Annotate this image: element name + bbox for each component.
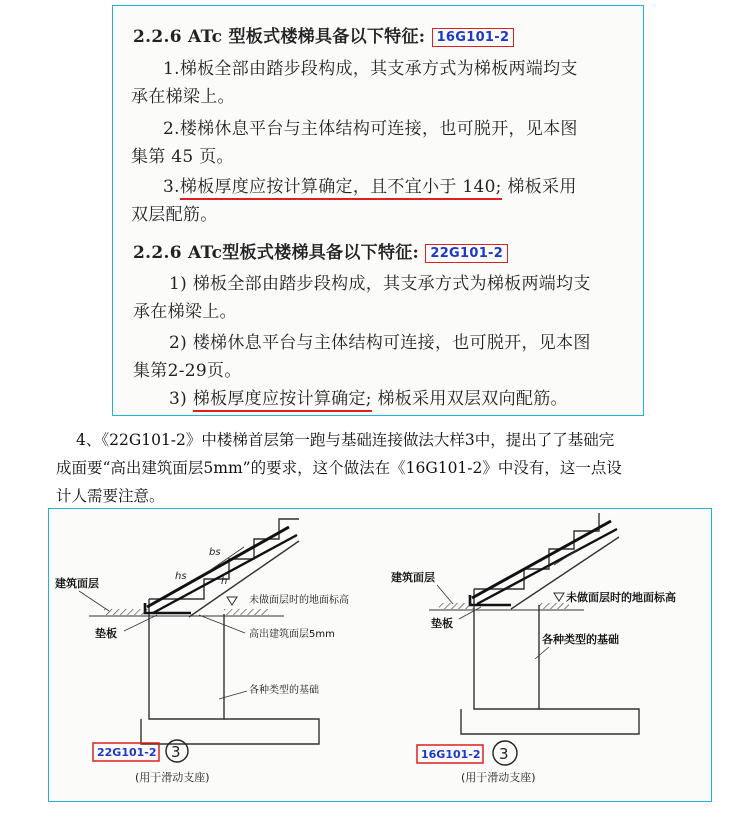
section-16-item3: 3.梯板厚度应按计算确定，且不宜小于 140; 梯板采用 xyxy=(163,172,577,197)
section-16-item1-cont: 承在梯梁上。 xyxy=(131,87,235,107)
section-22-item2-cont: 集第2-29页。 xyxy=(133,361,242,381)
left-foundation-pier xyxy=(149,614,224,719)
section-16-item1: 1.梯板全部由踏步段构成，其支承方式为梯板两端均支 xyxy=(163,59,578,79)
highlight-underline: 梯板厚度应按计算确定; xyxy=(193,389,372,412)
note-line-1: 4、《22G101-2》中楼梯首层第一跑与基础连接做法大样3中，提出了了基础完 xyxy=(76,431,615,449)
section-22-item3: 3) 梯板厚度应按计算确定; 梯板采用双层双向配筋。 xyxy=(169,384,568,409)
right-detail xyxy=(391,513,676,784)
section-22-item1: 1) 梯板全部由踏步段构成，其支承方式为梯板两端均支 xyxy=(169,274,591,294)
right-leader xyxy=(437,585,453,604)
left-caption: (用于滑动支座) xyxy=(135,771,210,784)
left-label-pad: 垫板 xyxy=(95,627,117,640)
highlight-underline: 梯板厚度应按计算确定，且不宜小于 140; xyxy=(180,177,502,200)
left-label-ground: 未做面层时的地面标高 xyxy=(249,595,349,606)
right-floor-hatch xyxy=(439,603,474,609)
stair-base-details xyxy=(49,509,713,803)
tag-22g101-2: 22G101-2 xyxy=(425,244,508,263)
note-paragraph xyxy=(56,426,716,510)
right-tag: 16G101-2 xyxy=(421,748,481,761)
left-leader xyxy=(199,615,245,633)
tag-16g101-2: 16G101-2 xyxy=(432,28,515,47)
left-detail xyxy=(55,519,349,784)
right-floor-hatch xyxy=(539,603,569,609)
note-line-2: 成面要“高出建筑面层5mm”的要求，这个做法在《16G101-2》中没有，这一点设 xyxy=(56,459,622,477)
left-label-raise: 高出建筑面层5mm xyxy=(249,629,335,640)
right-label-floor: 建筑面层 xyxy=(391,571,435,584)
left-label-foundation: 各种类型的基础 xyxy=(249,685,319,696)
section-16-heading: 2.2.6 ATc 型板式楼梯具备以下特征: 16G101-2 xyxy=(133,22,514,47)
section-22-item2: 2) 楼梯休息平台与主体结构可连接，也可脱开，见本图 xyxy=(169,333,591,353)
right-step-outline xyxy=(474,513,599,589)
left-floor-hatch xyxy=(104,609,149,615)
left-ground-mark xyxy=(227,597,237,605)
right-circle-number: 3 xyxy=(499,745,509,763)
right-label-ground: 未做面层时的地面标高 xyxy=(566,591,676,604)
section-22-item1-cont: 承在梯梁上。 xyxy=(133,302,237,322)
section-22-heading: 2.2.6 ATc型板式楼梯具备以下特征: 22G101-2 xyxy=(133,238,508,263)
right-foundation-pier xyxy=(474,605,539,709)
left-leader xyxy=(124,615,157,631)
right-foundation-footing xyxy=(461,709,639,734)
left-circle-number: 3 xyxy=(171,743,181,761)
left-dim-b: bs xyxy=(209,547,221,558)
right-label-pad: 垫板 xyxy=(431,617,453,630)
right-label-foundation: 各种类型的基础 xyxy=(542,633,619,646)
section-16-item2: 2.楼梯休息平台与主体结构可连接，也可脱开，见本图 xyxy=(163,119,578,139)
section-16-item3-cont: 双层配筋。 xyxy=(131,205,218,225)
left-leader xyxy=(79,591,109,611)
note-line-3: 计人需要注意。 xyxy=(56,487,165,505)
left-tag: 22G101-2 xyxy=(97,746,157,759)
left-foundation-footing xyxy=(141,719,319,744)
section-16-item2-cont: 集第 45 页。 xyxy=(131,147,234,167)
right-leader xyxy=(535,647,549,659)
spec-comparison-panel xyxy=(112,5,644,416)
left-leader xyxy=(219,691,247,699)
left-label-floor: 建筑面层 xyxy=(55,577,99,590)
left-step-outline xyxy=(149,519,299,599)
right-top-rebar xyxy=(472,521,611,598)
right-caption: (用于滑动支座) xyxy=(461,771,536,784)
left-dim-h: h xyxy=(221,576,228,587)
right-ground-mark xyxy=(554,593,564,601)
left-dim-hs: hs xyxy=(175,571,187,582)
left-floor-hatch xyxy=(224,609,269,615)
detail-diagram-panel xyxy=(48,508,712,802)
